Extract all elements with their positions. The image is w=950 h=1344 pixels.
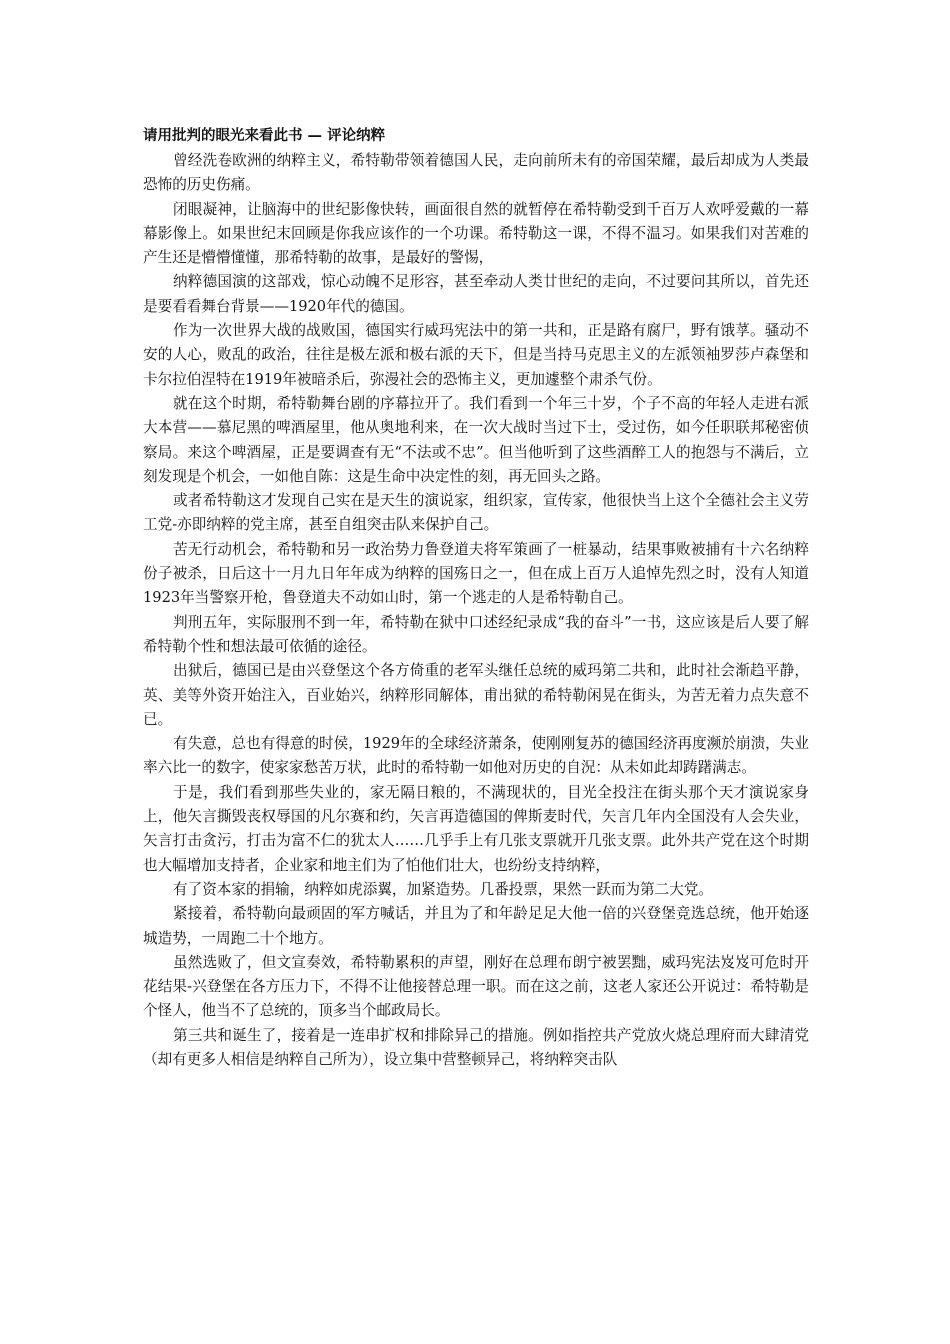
paragraph-13: 紧接着，希特勒向最顽固的军方喊话，并且为了和年龄足足大他一倍的兴登堡竞选总统，他开始逐城造势，一周跑二十个地方。: [143, 905, 809, 947]
paragraph-15: 第三共和诞生了，接着是一连串扩权和排除异己的措施。例如指控共产党放火烧总理府而大肆清党（却有更多人相信是纳粹自己所为），设立集中营整顿异己，将纳粹突击队: [143, 1026, 809, 1068]
paragraph-8: 判刑五年，实际服刑不到一年，希特勒在狱中口述经纪录成“我的奋斗”一书，这应该是后人要了解希特勒个性和想法最可依循的途径。: [143, 613, 809, 655]
paragraph-3: 纳粹德国演的这部戏，惊心动魄不足形容，甚至牵动人类廿世纪的走向，不过要问其所以，首先还是要看看舞台背景——1920年代的德国。: [143, 273, 809, 315]
paragraph-2: 闭眼凝神，让脑海中的世纪影像快转，画面很自然的就暂停在希特勒受到千百万人欢呼爱戴的一幕幕影像上。如果世纪末回顾是你我应该作的一个功课。希特勒这一课，不得不温习。如果我们对苦难的产生还是懵懵懂懂，那希特勒的故事，是最好的警惕，: [143, 200, 809, 267]
paragraph-7: 苦无行动机会，希特勒和另一政治势力鲁登道夫将军策画了一桩暴动，结果事败被捕有十六名纳粹份子被杀，日后这十一月九日年年成为纳粹的国殇日之一，但在成上百万人追悼先烈之时，没有人知道1923年当警察开枪，鲁登道夫不动如山时，第一个逃走的人是希特勒自己。: [143, 540, 809, 607]
paragraph-4: 作为一次世界大战的战败国，德国实行威玛宪法中的第一共和，正是路有腐尸，野有饿莩。骚动不安的人心，败乱的政治，往往是极左派和极右派的天下，但是当持马克思主义的左派领袖罗莎卢森堡和卡尔拉伯涅特在1919年被暗杀后，弥漫社会的恐怖主义，更加遽整个肃杀气份。: [143, 322, 809, 388]
paragraph-6: 或者希特勒这才发现自己实在是天生的演说家，组织家，宣传家，他很快当上这个全德社会主义劳工党-亦即纳粹的党主席，甚至自组突击队来保护自己。: [143, 492, 809, 534]
document-title: 请用批判的眼光来看此书 — 评论纳粹: [143, 128, 386, 144]
paragraph-14: 虽然选败了，但文宣奏效，希特勒累积的声望，刚好在总理布朗宁被罢黜，威玛宪法岌岌可危时开花结果-兴登堡在各方压力下，不得不让他接替总理一职。而在这之前，这老人家还公开说过：希特勒是个怪人，他当不了总统的，顶多当个邮政局长。: [143, 953, 809, 1020]
paragraph-10: 有失意，总也有得意的时侯，1929年的全球经济萧条，使刚刚复苏的德国经济再度濒於崩溃，失业率六比一的数字，使家家愁苦万状，此时的希特勒一如他对历史的自況：从未如此却踌躇满志。: [143, 735, 809, 777]
paragraph-9: 出狱后，德国已是由兴登堡这个各方倚重的老军头继任总统的威玛第二共和，此时社会渐趋平静，英、美等外资开始注入，百业始兴，纳粹形同解体，甫出狱的希特勒闲晃在街头，为苦无着力点失意不已。: [143, 662, 809, 728]
paragraph-5: 就在这个时期，希特勒舞台剧的序幕拉开了。我们看到一个年三十岁，个子不高的年轻人走进右派大本营——慕尼黑的啤酒屋里，他从奥地利来，在一次大战时当过下士，受过伤，如今任职联邦秘密侦察局。来这个啤酒屋，正是要调查有无“不法或不忠”。但当他听到了这些酒醉工人的抱怨与不满后，立刻发现是个机会，一如他自陈：这是生命中决定性的刻，再无回头之路。: [143, 394, 809, 485]
paragraph-1: 曾经洗卷欧洲的纳粹主义，希特勒带领着德国人民，走向前所未有的帝国荣耀，最后却成为人类最恐怖的历史伤痛。: [143, 152, 809, 194]
document-page: [143, 124, 809, 1072]
paragraph-11: 于是，我们看到那些失业的，家无隔日粮的，不满现状的，目光全投注在街头那个天才演说家身上，他矢言撕毁丧权辱国的凡尔赛和约，矢言再造德国的俾斯麦时代，矢言几年内全国没有人会失业，矢言打击贪污，打击为富不仁的犹太人……几乎手上有几张支票就开几张支票。此外共产党在这个时期也大幅增加支持者，企业家和地主们为了怕他们壮大，也纷纷支持纳粹，: [143, 783, 809, 874]
paragraph-12: 有了资本家的捐输，纳粹如虎添翼，加紧造势。几番投票，果然一跃而为第二大党。: [173, 880, 713, 898]
